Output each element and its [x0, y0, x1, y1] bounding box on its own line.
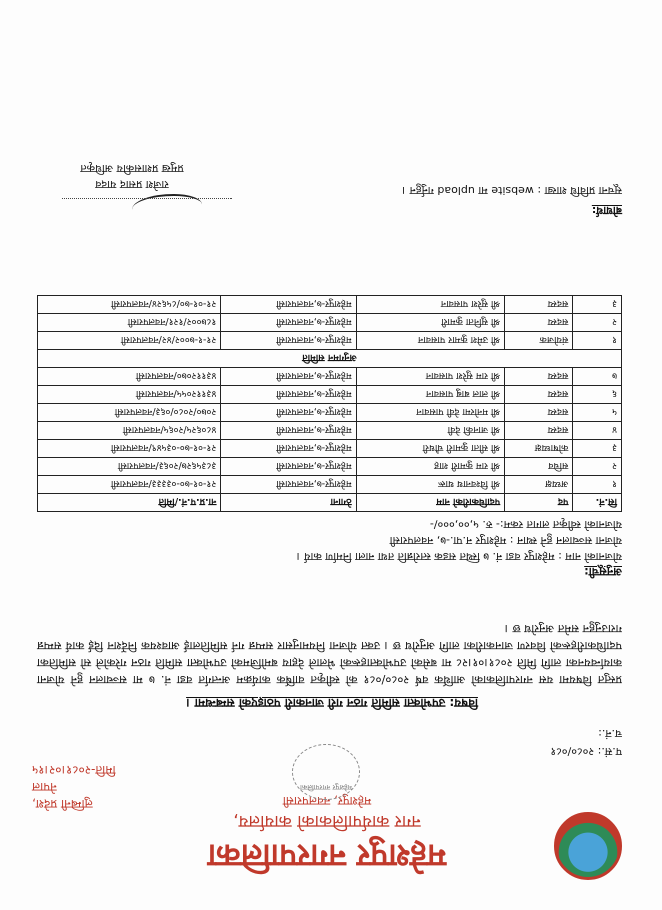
table-cell: महेशपुर-७,नवलपरासी: [221, 314, 356, 332]
copy-to-label: बोधार्थ:: [591, 204, 622, 217]
table-cell: २१-०१-७०/८५६२४/नवलपरासी: [38, 296, 221, 314]
table-cell: २१-०१-७०-०३५४९/नवलपरासी: [38, 440, 221, 458]
table-cell: २१-१-७००२/४२/नवलपरासी: [38, 332, 221, 350]
table-cell: १: [573, 476, 622, 494]
project-cost: योजनाको स्वीकृत लागत रकम:- रु. ५,००,०००/-: [429, 518, 622, 531]
signer-title: प्रमुख प्रशासकीय अधिकृत: [80, 162, 184, 175]
table-cell: सदस्य: [505, 422, 573, 440]
table-header-row: [38, 494, 622, 512]
table-cell: २१-०१-७०-०३३३३/नवलपरासी: [38, 476, 221, 494]
table-cell: ४३११२०७०/नवलपरासी: [38, 368, 221, 386]
office-name: महेशपुर नगरपालिका: [207, 837, 447, 875]
table-row: [38, 440, 622, 458]
table-row: [38, 458, 622, 476]
table-cell: ४: [573, 422, 622, 440]
office-subtitle: नगर कार्यपालिकाको कार्यालय,: [233, 811, 421, 831]
table-cell: महेशपुर-७,नवलपरासी: [221, 332, 356, 350]
table-cell: संयोजक: [505, 332, 573, 350]
table-row: [38, 476, 622, 494]
table-cell: २: [573, 314, 622, 332]
table-cell: १: [573, 332, 622, 350]
column-header: पद: [505, 494, 573, 512]
letter-number: प.सं.: २०८०/०८१: [550, 745, 622, 758]
province-block: [32, 761, 116, 812]
table-row: [38, 314, 622, 332]
table-cell: महेशपुर-७,नवलपरासी: [221, 386, 356, 404]
official-stamp: महेशपुर नगरपालिका: [292, 744, 360, 800]
letter-body: प्रस्तुत विषयमा यस नगरपालिकाको आर्थिक वर्ष २०८०/०८१ को स्वीकृत वार्षिक कार्यक्रम अन्तर्गत वडा नं. ७ मा सञ्चालन हुने योजना कार्यान्वयनका लागि मिति २०८१।०१।२८ मा बसेको उपभोक्ताहरूको भेलाले देहाय बमोजिमको उपभोक्ता समिति गठन गरेकोले सो समितिका पदाधिकारीहरूको विवरण जानकारीका लागि अनुरोध छ । उक्त योजना नियमानुसार सम्पन्न गर्न समितिलाई आवश्यक निर्देशन दिई कार्य सम्पन्न गराउनुहुन समेत अनुरोध छ ।: [37, 622, 622, 687]
copy-to-note: सूचना प्रविधि शाखा : website मा upload गर्नुहुन ।: [402, 184, 622, 197]
table-cell: कोषाध्यक्ष: [505, 440, 573, 458]
table-cell: श्री सुनिता कुमारी: [356, 314, 505, 332]
table-row: [38, 332, 622, 350]
table-cell: अध्यक्ष: [505, 476, 573, 494]
province-line: लुम्बिनी प्रदेश,: [32, 797, 93, 811]
table-cell: सचिव: [505, 458, 573, 476]
annex-label: अनुसूची:: [584, 565, 622, 579]
table-cell: श्री राम सुरेश पासवान: [356, 368, 505, 386]
table-cell: सदस्य: [505, 404, 573, 422]
committee-table: [37, 295, 622, 512]
table-group-row: [38, 350, 622, 368]
table-row: [38, 296, 622, 314]
table-cell: ४८०६२५/२०६५/नवलपरासी: [38, 422, 221, 440]
table-cell: सदस्य: [505, 386, 573, 404]
table-cell: ३: [573, 296, 622, 314]
column-header: पदाधिकारीको नाम: [356, 494, 505, 512]
table-cell: ५: [573, 404, 622, 422]
table-cell: महेशपुर-७,नवलपरासी: [221, 368, 356, 386]
column-header: ना.प्र.प.नं./मिति: [38, 494, 221, 512]
government-emblem-icon: [554, 812, 622, 880]
table-cell: १८७००२/१२१/नवलपरासी: [38, 314, 221, 332]
table-cell: सदस्य: [505, 314, 573, 332]
table-cell: ३: [573, 440, 622, 458]
table-cell: ४३११२०५५/नवलपरासी: [38, 386, 221, 404]
table-cell: महेशपुर-७,नवलपरासी: [221, 404, 356, 422]
table-cell: श्री मनोरमा देवी पासवान: [356, 404, 505, 422]
letter-subject: विषय: उपभोक्ता समिति गठन गरी जानकारी पठाइएको सम्बन्धमा ।: [186, 696, 478, 710]
monitoring-committee-label: अनुगमन समिति: [38, 350, 622, 368]
project-location: योजना सञ्चालन हुने स्थान : महेशपुर न.पा.-७, नवलपरासी: [389, 534, 622, 547]
table-cell: महेशपुर-७,नवलपरासी: [221, 296, 356, 314]
column-header: सि.नं.: [573, 494, 622, 512]
column-header: ठेगाना: [221, 494, 356, 512]
table-row: [38, 422, 622, 440]
table-cell: २: [573, 458, 622, 476]
table-row: [38, 368, 622, 386]
letter-date: मिति-२०८१।०२।१५: [32, 763, 116, 777]
signer-block: [32, 160, 232, 192]
office-location: महेशपुर, नवलपरासी: [282, 794, 372, 808]
country-line: नेपाल: [32, 780, 57, 794]
table-cell: श्री सीता कुमारी चौधरी: [356, 440, 505, 458]
table-cell: श्री राम कुमारी शाह: [356, 458, 505, 476]
letterhead: [32, 730, 622, 880]
table-cell: श्री सुरेश पासवान: [356, 296, 505, 314]
table-cell: श्री जानकी देवी: [356, 422, 505, 440]
project-name: योजनाको नाम : महेशपुर वडा नं. ७ स्थित सडक स्तरोन्नति तथा नाला निर्माण कार्य ।: [296, 550, 622, 563]
table-cell: महेशपुर-७,नवलपरासी: [221, 422, 356, 440]
reference-block: [550, 724, 622, 760]
table-cell: ३८३५६२७/२०६३/नवलपरासी: [38, 458, 221, 476]
table-row: [38, 386, 622, 404]
table-cell: महेशपुर-७,नवलपरासी: [221, 440, 356, 458]
signature-line: [62, 198, 232, 200]
dispatch-number: च.नं.:: [598, 727, 622, 740]
table-cell: श्री विश्वनाथ थारू: [356, 476, 505, 494]
table-cell: ७: [573, 368, 622, 386]
table-cell: सदस्य: [505, 296, 573, 314]
signer-name: राजेश प्रसाद यादव: [95, 178, 169, 191]
table-cell: सदस्य: [505, 368, 573, 386]
table-cell: श्री उमेश कुमार पासवान: [356, 332, 505, 350]
table-row: [38, 404, 622, 422]
table-cell: महेशपुर-७,नवलपरासी: [221, 476, 356, 494]
table-cell: श्री लाल बाबु पासवान: [356, 386, 505, 404]
table-cell: महेशपुर-७,नवलपरासी: [221, 458, 356, 476]
table-cell: २०७०/२०८०/०६३/नवलपरासी: [38, 404, 221, 422]
project-details: [37, 516, 622, 580]
table-cell: ६: [573, 386, 622, 404]
